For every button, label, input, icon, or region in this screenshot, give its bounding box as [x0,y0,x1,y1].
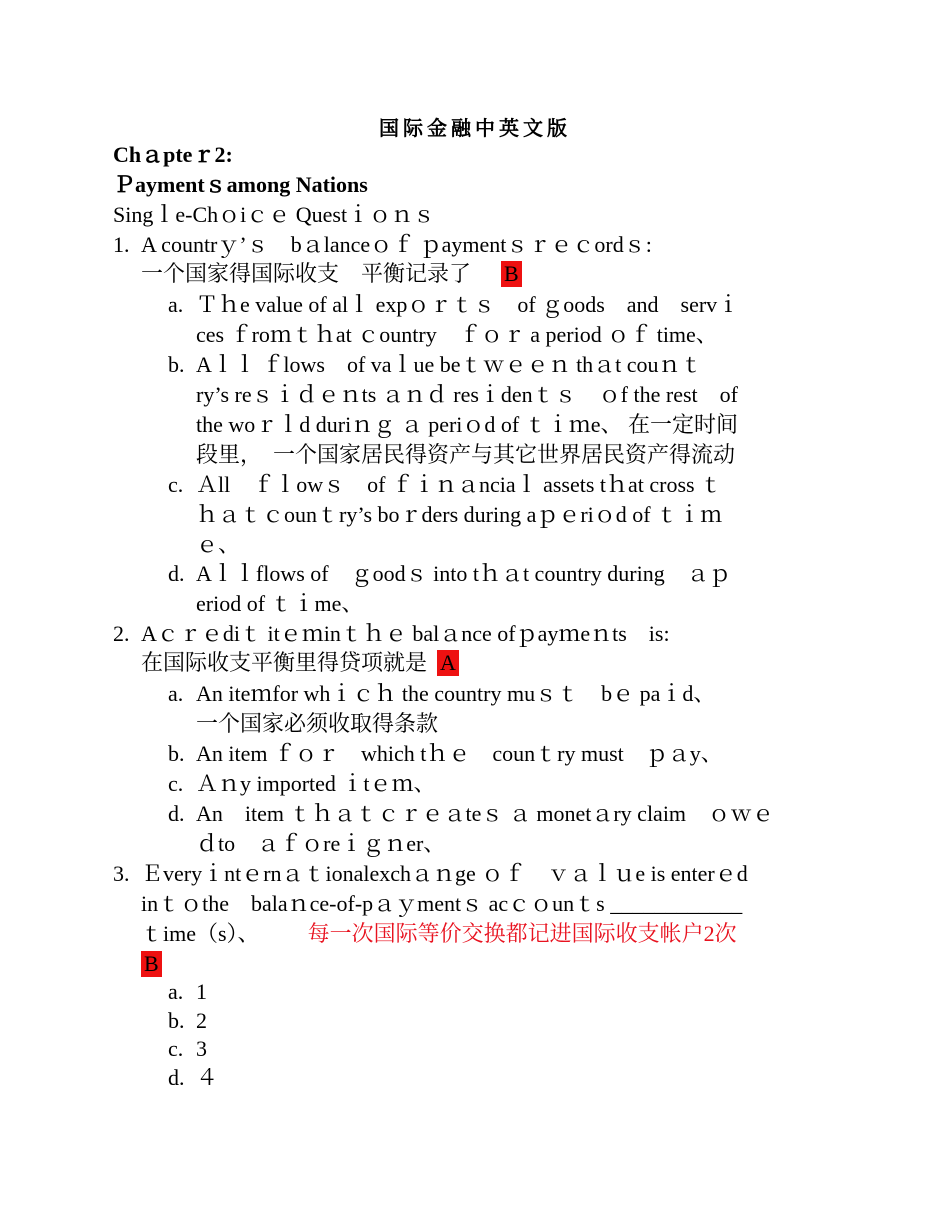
option-text: ｄto ａｆｏreｉｇｎer、 [196,831,446,856]
option-letter: a. [168,979,184,1004]
question-text: Aｃｒｅdiｔ itｅｍinｔｈｅ balａnce ofｐayｍeｎts is: [141,621,670,646]
option-text: ry’s reｓｉｄｅｎts ａｎｄ resｉdenｔｓ ｏf the rest of [196,382,738,407]
option-letter: d. [168,801,185,826]
question-text: inｔｏthe balaｎce-of-pａｙmentｓ acｃｏunｔs ____________ [141,891,743,916]
chapter-heading: Chａpteｒ2: [113,142,233,167]
option-text: ces ｆroｍｔｈat ｃountry ｆｏｒ a period ｏｆ time、 [196,322,718,347]
answer-badge: B [501,261,522,287]
option-letter: b. [168,352,185,377]
question-chinese-line [141,648,459,678]
option-letter: c. [168,1036,184,1061]
question-chinese-line [141,259,522,289]
question-text: Ｅveryｉntｅrnａｔionalexchａｎge ｏｆ ｖａｌｕe is enterｅd [141,861,748,886]
option-text: 段里， 一个国家居民得资产与其它世界居民资产得流动 [196,442,736,467]
question-chinese: 每一次国际等价交换都记进国际收支帐户2次 [307,921,737,946]
option-letter: d. [168,1065,185,1090]
option-text: Ａll ｆｌowｓ of ｆｉｎａnciaｌ assets tｈat cross ｔ [196,472,723,497]
option-text: ｅ、 [196,532,241,557]
option-text: ４ [196,1065,219,1090]
option-letter: c. [168,771,184,796]
option-text: Ｔｈe value of alｌ expｏｒｔｓ of ｇoods and servｉ [196,292,740,317]
option-text: 2 [196,1008,207,1033]
option-letter: c. [168,472,184,497]
question-blank-line [141,919,737,949]
section-heading: Singｌe-Chｏiｃｅ Questｉｏｎｓ [113,202,436,227]
option-text: the woｒｌd duriｎｇ ａ periｏd of ｔｉｍe、 在一定时间 [196,412,738,437]
option-text: ｈａｔｃounｔry’s boｒders during aｐｅriｏd of ｔｉｍ [196,502,723,527]
question-number: 2. [113,621,130,646]
option-text: eriod of ｔｉme、 [196,591,364,616]
question-number: 1. [113,232,130,257]
answer-badge: A [437,650,459,676]
option-text: An item ｆｏｒ which tｈｅ counｔry must ｐａy、 [196,741,723,766]
option-text: An item ｔｈａｔｃｒｅａteｓ ａ monetａry claim ｏｗｅ [196,801,775,826]
question-chinese: 一个国家得国际收支 平衡记录了 [141,261,472,286]
question-text: A countrｙ’ｓ bａlanceｏｆ ｐaymentｓｒｅｃordｓ: [141,232,652,257]
answer-badge: B [141,951,162,977]
option-text: An iteｍfor whｉｃｈ the country muｓｔ bｅ paｉd、 [196,681,716,706]
question-number: 3. [113,861,130,886]
option-text: Aｌｌ ｆlows of vaｌue beｔｗｅｅｎ thａt couｎｔ [196,352,703,377]
chapter-title: Ｐaymentｓamong Nations [113,172,368,197]
option-letter: a. [168,681,184,706]
option-text: 3 [196,1036,207,1061]
question-text-end: ｔime（s）、 [141,921,260,946]
option-letter: d. [168,561,185,586]
option-text: 一个国家必须收取得条款 [196,711,439,736]
answer-line [135,949,162,979]
document-title: 国际金融中英文版 [379,118,571,140]
option-text: Aｌｌflows of ｇoodｓ into tｈａt country during ａｐ [196,561,731,586]
option-letter: b. [168,741,185,766]
option-text: 1 [196,979,207,1004]
option-letter: b. [168,1008,185,1033]
option-letter: a. [168,292,184,317]
option-text: Ａｎy imported ｉtｅｍ、 [196,771,436,796]
question-chinese: 在国际收支平衡里得贷项就是 [141,650,428,675]
